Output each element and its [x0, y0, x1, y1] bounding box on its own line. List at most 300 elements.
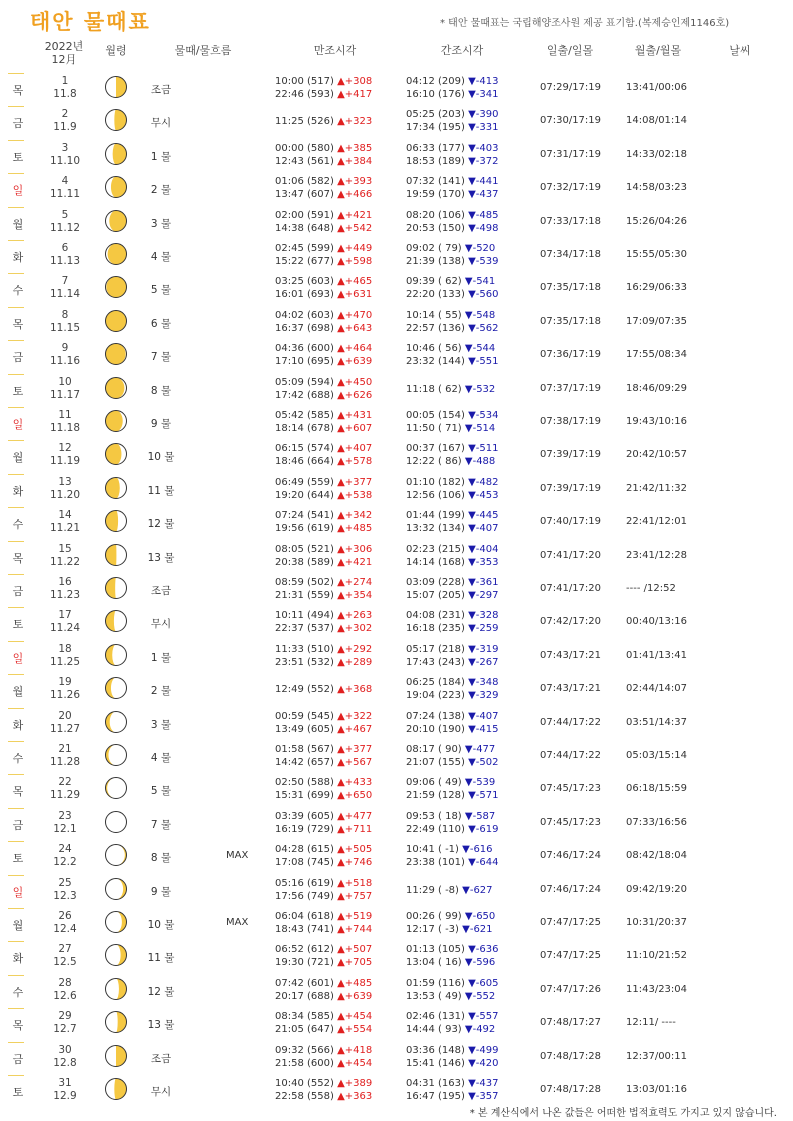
sunrise-sunset: 07:43/17:21: [540, 649, 602, 661]
tide-fall: ▼-348: [468, 677, 499, 689]
table-row: [0, 104, 793, 137]
tide-value: 13:04 ( 16) ▼-596: [406, 957, 496, 969]
tide-flow: 7 물: [150, 818, 172, 831]
low-tide-times-line: [406, 1090, 498, 1103]
moon-phase-icon: [104, 977, 128, 1001]
tide-fall: ▼-498: [468, 222, 499, 234]
tide-value: 08:34 (585) ▲+454: [275, 1011, 373, 1023]
sunrise-sunset: 07:46/17:24: [540, 883, 602, 895]
tide-value: 15:31 (699) ▲+650: [275, 790, 373, 802]
day-marker: [8, 641, 24, 642]
lunar-date: 11.14: [49, 288, 81, 301]
tide-flow: 12 물: [147, 518, 175, 531]
tide-value: 22:37 (537) ▲+302: [275, 623, 373, 635]
high-tide-times-line: [275, 255, 372, 268]
date-cell: [48, 943, 82, 969]
date-cell: [48, 1010, 82, 1036]
date-cell: [48, 710, 82, 736]
tide-rise: ▲+454: [337, 1011, 373, 1023]
day-marker: [8, 975, 24, 976]
tide-value: 07:24 (541) ▲+342: [275, 510, 373, 522]
tide-value: 03:09 (228) ▼-361: [406, 577, 499, 588]
low-tide-times-line: [406, 856, 498, 869]
day-of-week: 화: [12, 718, 24, 732]
high-tide-times: [275, 683, 372, 696]
tide-flow: 4 물: [150, 251, 172, 263]
high-tide-times-line: [275, 1077, 372, 1090]
tide-fall: ▼-390: [468, 109, 499, 121]
tide-flow: 1 물: [150, 651, 172, 664]
tide-flow: 12 물: [147, 985, 175, 998]
moonrise-moonset: 16:29/06:33: [626, 282, 688, 294]
lunar-date: 11.9: [53, 121, 77, 134]
tide-fall: ▼-514: [464, 423, 496, 434]
tide-rise: ▲+538: [337, 489, 373, 501]
day-marker: [8, 908, 24, 909]
tide-fall: ▼-548: [464, 309, 496, 321]
tide-rise: ▲+757: [337, 890, 373, 902]
high-tide-times-line: [275, 376, 372, 389]
tide-value: 21:05 (647) ▲+554: [275, 1024, 373, 1036]
moon-phase-icon: [104, 175, 128, 199]
tide-value: 22:57 (136) ▼-562: [406, 322, 499, 334]
sunrise-sunset: 07:37/17:19: [540, 382, 602, 394]
moon-phase-icon: [104, 843, 128, 867]
tide-rise: ▲+607: [337, 423, 373, 434]
tide-value: 13:53 ( 49) ▼-552: [406, 990, 496, 1002]
tide-value: 20:38 (589) ▲+421: [275, 556, 373, 568]
lunar-date: 11.25: [49, 655, 81, 668]
low-tide-times: [406, 342, 498, 368]
disclaimer: * 본 계산식에서 나온 값들은 어떠한 법적효력도 가지고 있지 않습니다.: [469, 1108, 777, 1119]
high-tide-times-line: [275, 1057, 372, 1070]
tide-rise: ▲+385: [337, 142, 373, 154]
tide-value: 01:44 (199) ▼-445: [406, 510, 499, 522]
high-tide-times-line: [275, 455, 372, 468]
tide-fall: ▼-511: [468, 443, 499, 455]
day-marker: [8, 941, 24, 942]
table-row: [0, 772, 793, 805]
low-tide-times: [406, 108, 498, 134]
high-tide-times-line: [275, 977, 372, 990]
low-tide-times-line: [406, 309, 498, 322]
table-row: [0, 205, 793, 238]
low-tide-times-line: [406, 222, 498, 235]
high-tide-times-line: [275, 142, 372, 155]
high-tide-times: [275, 1044, 372, 1070]
tide-flow: 2 물: [150, 685, 172, 698]
solar-day: 31: [58, 1077, 72, 1089]
high-tide-times-line: [275, 576, 372, 589]
day-of-week: 토: [12, 852, 24, 866]
date-cell: [48, 643, 82, 669]
high-tide-times-line: [275, 222, 372, 235]
moon-phase-icon: [104, 342, 128, 366]
high-tide-times-line: [275, 389, 372, 402]
sunrise-sunset: 07:41/17:20: [540, 549, 602, 561]
solar-day: 30: [58, 1043, 72, 1056]
tide-value: 13:47 (607) ▲+466: [275, 189, 373, 201]
lunar-date: 11.22: [49, 555, 81, 568]
day-marker: [8, 240, 24, 241]
table-row: [0, 238, 793, 271]
table-row: [0, 739, 793, 772]
sunrise-sunset: 07:35/17:18: [540, 315, 602, 327]
tide-value: 05:09 (594) ▲+450: [275, 376, 373, 388]
day-of-week: 화: [12, 251, 24, 264]
tide-value: 23:32 (144) ▼-551: [406, 356, 499, 368]
tide-value: 22:58 (558) ▲+363: [275, 1091, 373, 1102]
tide-flow: 5 물: [150, 785, 172, 798]
tide-rise: ▲+578: [337, 456, 373, 468]
tide-rise: ▲+274: [337, 577, 373, 588]
tide-rise: ▲+418: [337, 1044, 373, 1056]
low-tide-times-line: [406, 710, 498, 723]
moonrise-moonset: 22:41/12:01: [626, 516, 688, 528]
tide-value: 10:41 ( -1) ▼-616: [406, 844, 493, 856]
low-tide-times-line: [406, 355, 498, 368]
day-marker: [8, 374, 24, 375]
day-of-week: 목: [12, 785, 24, 799]
low-tide-times: [406, 275, 498, 301]
tide-fall: ▼-571: [468, 790, 499, 802]
high-tide-times-line: [275, 188, 372, 201]
high-tide-times-line: [275, 609, 372, 622]
sunrise-sunset: 07:45/17:23: [540, 783, 602, 795]
low-tide-times-line: [406, 843, 498, 856]
lunar-date: 12.7: [53, 1023, 77, 1036]
tide-value: 20:53 (150) ▼-498: [406, 222, 499, 234]
moon-phase-icon: [104, 643, 128, 667]
low-tide-times-line: [406, 723, 498, 736]
moon-phase-icon: [104, 409, 128, 433]
high-tide-times-line: [275, 409, 372, 422]
tide-value: 07:32 (141) ▼-441: [406, 176, 499, 188]
tide-value: 18:53 (189) ▼-372: [406, 155, 499, 167]
tide-rise: ▲+467: [337, 723, 373, 735]
date-cell: [48, 376, 82, 402]
sunrise-sunset: 07:30/17:19: [540, 115, 602, 127]
low-tide-times: [406, 643, 498, 669]
tide-value: 08:17 ( 90) ▼-477: [406, 744, 496, 755]
tide-flow: 조금: [150, 84, 172, 96]
tide-value: 03:39 (605) ▲+477: [275, 810, 373, 822]
day-marker: [8, 106, 24, 107]
table-row: [0, 605, 793, 638]
tide-value: 12:43 (561) ▲+384: [275, 155, 373, 167]
tide-rise: ▲+407: [337, 443, 373, 455]
date-cell: [48, 910, 82, 936]
day-marker: [8, 273, 24, 274]
tide-fall: ▼-297: [468, 590, 499, 601]
low-tide-times-line: [406, 943, 498, 956]
tide-fall: ▼-520: [464, 243, 496, 254]
tide-fall: ▼-482: [468, 476, 499, 488]
lunar-date: 11.18: [49, 422, 81, 434]
sunrise-sunset: 07:40/17:19: [540, 516, 602, 528]
header-flow: 물때/물흐름: [174, 44, 232, 57]
tide-value: 06:25 (184) ▼-348: [406, 677, 499, 689]
table-row: [0, 138, 793, 171]
low-tide-times-line: [406, 884, 493, 897]
solar-day: 23: [58, 809, 72, 822]
high-tide-times-line: [275, 743, 372, 756]
day-of-week: 화: [12, 952, 24, 966]
tide-rise: ▲+322: [337, 710, 373, 722]
table-row: [0, 505, 793, 538]
low-tide-times: [406, 476, 498, 502]
low-tide-times-line: [406, 576, 498, 589]
high-tide-times-line: [275, 990, 372, 1003]
tide-fall: ▼-329: [468, 690, 499, 702]
moon-phase-icon: [104, 209, 128, 233]
moonrise-moonset: 23:41/12:28: [626, 549, 688, 561]
day-marker: [8, 340, 24, 341]
tide-flow: 5 물: [150, 284, 172, 297]
tide-rise: ▲+507: [337, 944, 373, 956]
tide-fall: ▼-541: [464, 276, 496, 288]
sunrise-sunset: 07:38/17:19: [540, 416, 602, 427]
tide-rise: ▲+485: [337, 523, 373, 535]
high-tide-times: [275, 1010, 372, 1036]
tide-value: 17:42 (688) ▲+626: [275, 389, 373, 401]
date-cell: [48, 209, 82, 235]
tide-rise: ▲+485: [337, 977, 373, 989]
day-of-week: 토: [12, 618, 24, 632]
tide-fall: ▼-441: [468, 176, 499, 188]
solar-day: 14: [58, 509, 72, 522]
tide-value: 05:17 (218) ▼-319: [406, 643, 499, 655]
tide-rise: ▲+433: [337, 777, 373, 789]
tide-rise: ▲+650: [337, 790, 373, 802]
date-cell: [48, 476, 82, 502]
lunar-date: 11.27: [49, 722, 81, 735]
moonrise-moonset: 18:46/09:29: [626, 382, 688, 394]
lunar-date: 11.10: [49, 154, 81, 167]
tide-value: 04:08 (231) ▼-328: [406, 610, 499, 622]
tide-fall: ▼-621: [462, 924, 493, 935]
tide-value: 04:28 (615) ▲+505: [275, 844, 373, 856]
table-row: [0, 806, 793, 839]
tide-fall: ▼-551: [468, 356, 499, 368]
table-row: [0, 1006, 793, 1039]
day-of-week: 수: [12, 518, 24, 532]
day-of-week: 일: [12, 651, 24, 665]
day-marker: [8, 73, 24, 74]
tide-flow: 10 물: [147, 451, 175, 464]
tide-value: 07:24 (138) ▼-407: [406, 710, 499, 722]
tide-value: 08:20 (106) ▼-485: [406, 209, 499, 221]
moonrise-moonset: 03:51/14:37: [626, 716, 688, 728]
high-tide-times: [275, 309, 372, 335]
lunar-date: 12.5: [53, 956, 77, 969]
tide-rise: ▲+292: [337, 643, 373, 655]
tide-flow: 조금: [150, 1052, 172, 1065]
tide-fall: ▼-437: [468, 189, 499, 201]
moon-phase-icon: [104, 376, 128, 400]
sunrise-sunset: 07:39/17:19: [540, 482, 602, 494]
lunar-date: 11.13: [49, 255, 81, 267]
tide-value: 16:10 (176) ▼-341: [406, 89, 499, 100]
tide-rise: ▲+639: [337, 356, 373, 368]
lunar-date: 12.8: [53, 1056, 77, 1069]
moonrise-moonset: 11:43/23:04: [626, 983, 688, 995]
lunar-date: 12.4: [53, 923, 77, 935]
tide-rise: ▲+384: [337, 155, 373, 167]
high-tide-times: [275, 810, 372, 836]
tide-fall: ▼-437: [468, 1078, 499, 1089]
tide-rise: ▲+470: [337, 309, 373, 321]
moonrise-moonset: 10:31/20:37: [626, 917, 688, 928]
low-tide-times-line: [406, 609, 498, 622]
table-row: [0, 906, 793, 939]
tide-value: 04:36 (600) ▲+464: [275, 343, 373, 355]
high-tide-times-line: [275, 88, 372, 101]
tide-rise: ▲+417: [337, 89, 373, 100]
high-tide-times: [275, 643, 372, 669]
low-tide-times: [406, 676, 498, 702]
tide-value: 08:59 (502) ▲+274: [275, 577, 373, 588]
lunar-date: 11.17: [49, 388, 81, 401]
moon-phase-icon: [104, 242, 128, 266]
high-tide-times-line: [275, 656, 372, 669]
tide-value: 02:46 (131) ▼-557: [406, 1011, 499, 1023]
tide-value: 11:18 ( 62) ▼-532: [406, 383, 496, 395]
solar-day: 22: [58, 776, 72, 789]
tide-fall: ▼-259: [468, 623, 499, 635]
low-tide-times-line: [406, 1023, 498, 1036]
sunrise-sunset: 07:32/17:19: [540, 182, 602, 194]
solar-day: 29: [58, 1010, 72, 1023]
high-tide-times-line: [275, 756, 372, 769]
low-tide-times-line: [406, 923, 495, 936]
tide-flow: 9 물: [150, 418, 172, 430]
tide-value: 10:14 ( 55) ▼-548: [406, 309, 496, 321]
date-cell: [48, 676, 82, 702]
tide-rise: ▲+389: [337, 1078, 373, 1089]
low-tide-times-line: [406, 142, 498, 155]
tide-fall: ▼-502: [468, 757, 499, 768]
tide-rise: ▲+421: [337, 209, 373, 221]
moon-phase-icon: [104, 442, 128, 466]
low-tide-times: [406, 843, 498, 869]
moon-phase-icon: [104, 810, 128, 834]
high-tide-times: [275, 1077, 372, 1103]
moon-phase-icon: [104, 275, 128, 299]
high-tide-times-line: [275, 823, 372, 836]
day-marker: [8, 607, 24, 608]
high-tide-times-line: [275, 522, 372, 535]
tide-fall: ▼-539: [468, 256, 499, 267]
low-tide-times: [406, 509, 498, 535]
low-tide-times-line: [406, 643, 498, 656]
low-tide-times-line: [406, 743, 498, 756]
lunar-date: 11.19: [49, 455, 81, 468]
tide-value: 06:52 (612) ▲+507: [275, 944, 373, 956]
low-tide-times: [406, 209, 498, 235]
solar-day: 5: [61, 208, 69, 221]
day-of-week: 일: [12, 418, 24, 431]
lunar-date: 11.11: [49, 188, 81, 201]
low-tide-times: [406, 609, 498, 635]
tide-fall: ▼-361: [468, 577, 499, 588]
tide-flow: 6 물: [150, 317, 172, 330]
header-sunrise: 일출/일몰: [546, 44, 594, 57]
low-tide-times-line: [406, 121, 498, 134]
low-tide-times-line: [406, 75, 498, 88]
solar-day: 21: [58, 743, 72, 755]
tide-fall: ▼-415: [468, 723, 499, 735]
date-cell: [48, 442, 82, 468]
tide-rise: ▲+639: [337, 990, 373, 1002]
high-tide-times-line: [275, 115, 372, 128]
solar-day: 12: [58, 442, 72, 455]
tide-rise: ▲+631: [337, 289, 373, 301]
tide-value: 12:22 ( 86) ▼-488: [406, 456, 496, 468]
header-weather: 날씨: [729, 44, 751, 57]
day-of-week: 월: [12, 919, 24, 932]
high-tide-times: [275, 776, 372, 802]
moonrise-moonset: 17:09/07:35: [626, 315, 688, 327]
moonrise-moonset: 02:44/14:07: [626, 683, 688, 695]
low-tide-times: [406, 710, 498, 736]
sunrise-sunset: 07:29/17:19: [540, 82, 602, 93]
high-tide-times-line: [275, 1090, 372, 1103]
tide-value: 00:26 ( 99) ▼-650: [406, 911, 496, 922]
tide-rise: ▲+354: [337, 590, 373, 601]
tide-flow: 1 물: [150, 150, 172, 163]
tide-fall: ▼-532: [464, 383, 496, 395]
solar-day: 16: [58, 576, 72, 588]
tide-flow: 10 물: [147, 919, 175, 931]
sunrise-sunset: 07:43/17:21: [540, 683, 602, 695]
tide-flow: 3 물: [150, 217, 172, 230]
tide-value: 17:08 (745) ▲+746: [275, 857, 373, 869]
moon-phase-icon: [104, 75, 128, 99]
high-tide-times: [275, 743, 372, 769]
tide-fall: ▼-596: [464, 957, 496, 969]
high-tide-times-line: [275, 710, 372, 723]
low-tide-times-line: [406, 155, 498, 168]
tide-value: 14:14 (168) ▼-353: [406, 556, 499, 568]
tide-fall: ▼-331: [468, 122, 499, 134]
day-of-week: 목: [12, 1019, 24, 1033]
table-row: [0, 405, 793, 438]
source-note: * 태안 물때표는 국립해양조사원 제공 표기함.(복제승인제1146호): [440, 18, 730, 29]
day-marker: [8, 808, 24, 809]
low-tide-times-line: [406, 108, 498, 121]
high-tide-times-line: [275, 355, 372, 368]
tide-value: 20:17 (688) ▲+639: [275, 990, 373, 1002]
sunrise-sunset: 07:42/17:20: [540, 616, 602, 628]
moonrise-moonset: 21:42/11:32: [626, 482, 688, 494]
tide-fall: ▼-544: [464, 343, 496, 355]
low-tide-times-line: [406, 556, 498, 569]
header-year: 2022년: [44, 40, 84, 53]
moonrise-moonset: 01:41/13:41: [626, 649, 688, 661]
tide-flow: 무시: [150, 618, 172, 631]
day-of-week: 목: [12, 317, 24, 331]
tide-rise: ▲+450: [337, 376, 373, 388]
tide-rise: ▲+393: [337, 176, 373, 188]
low-tide-times-line: [406, 789, 498, 802]
high-tide-times: [275, 342, 372, 368]
tide-rise: ▲+465: [337, 276, 373, 288]
low-tide-times: [406, 175, 498, 201]
day-marker: [8, 407, 24, 408]
low-tide-times-line: [406, 255, 498, 268]
tide-value: 11:50 ( 71) ▼-514: [406, 423, 496, 434]
